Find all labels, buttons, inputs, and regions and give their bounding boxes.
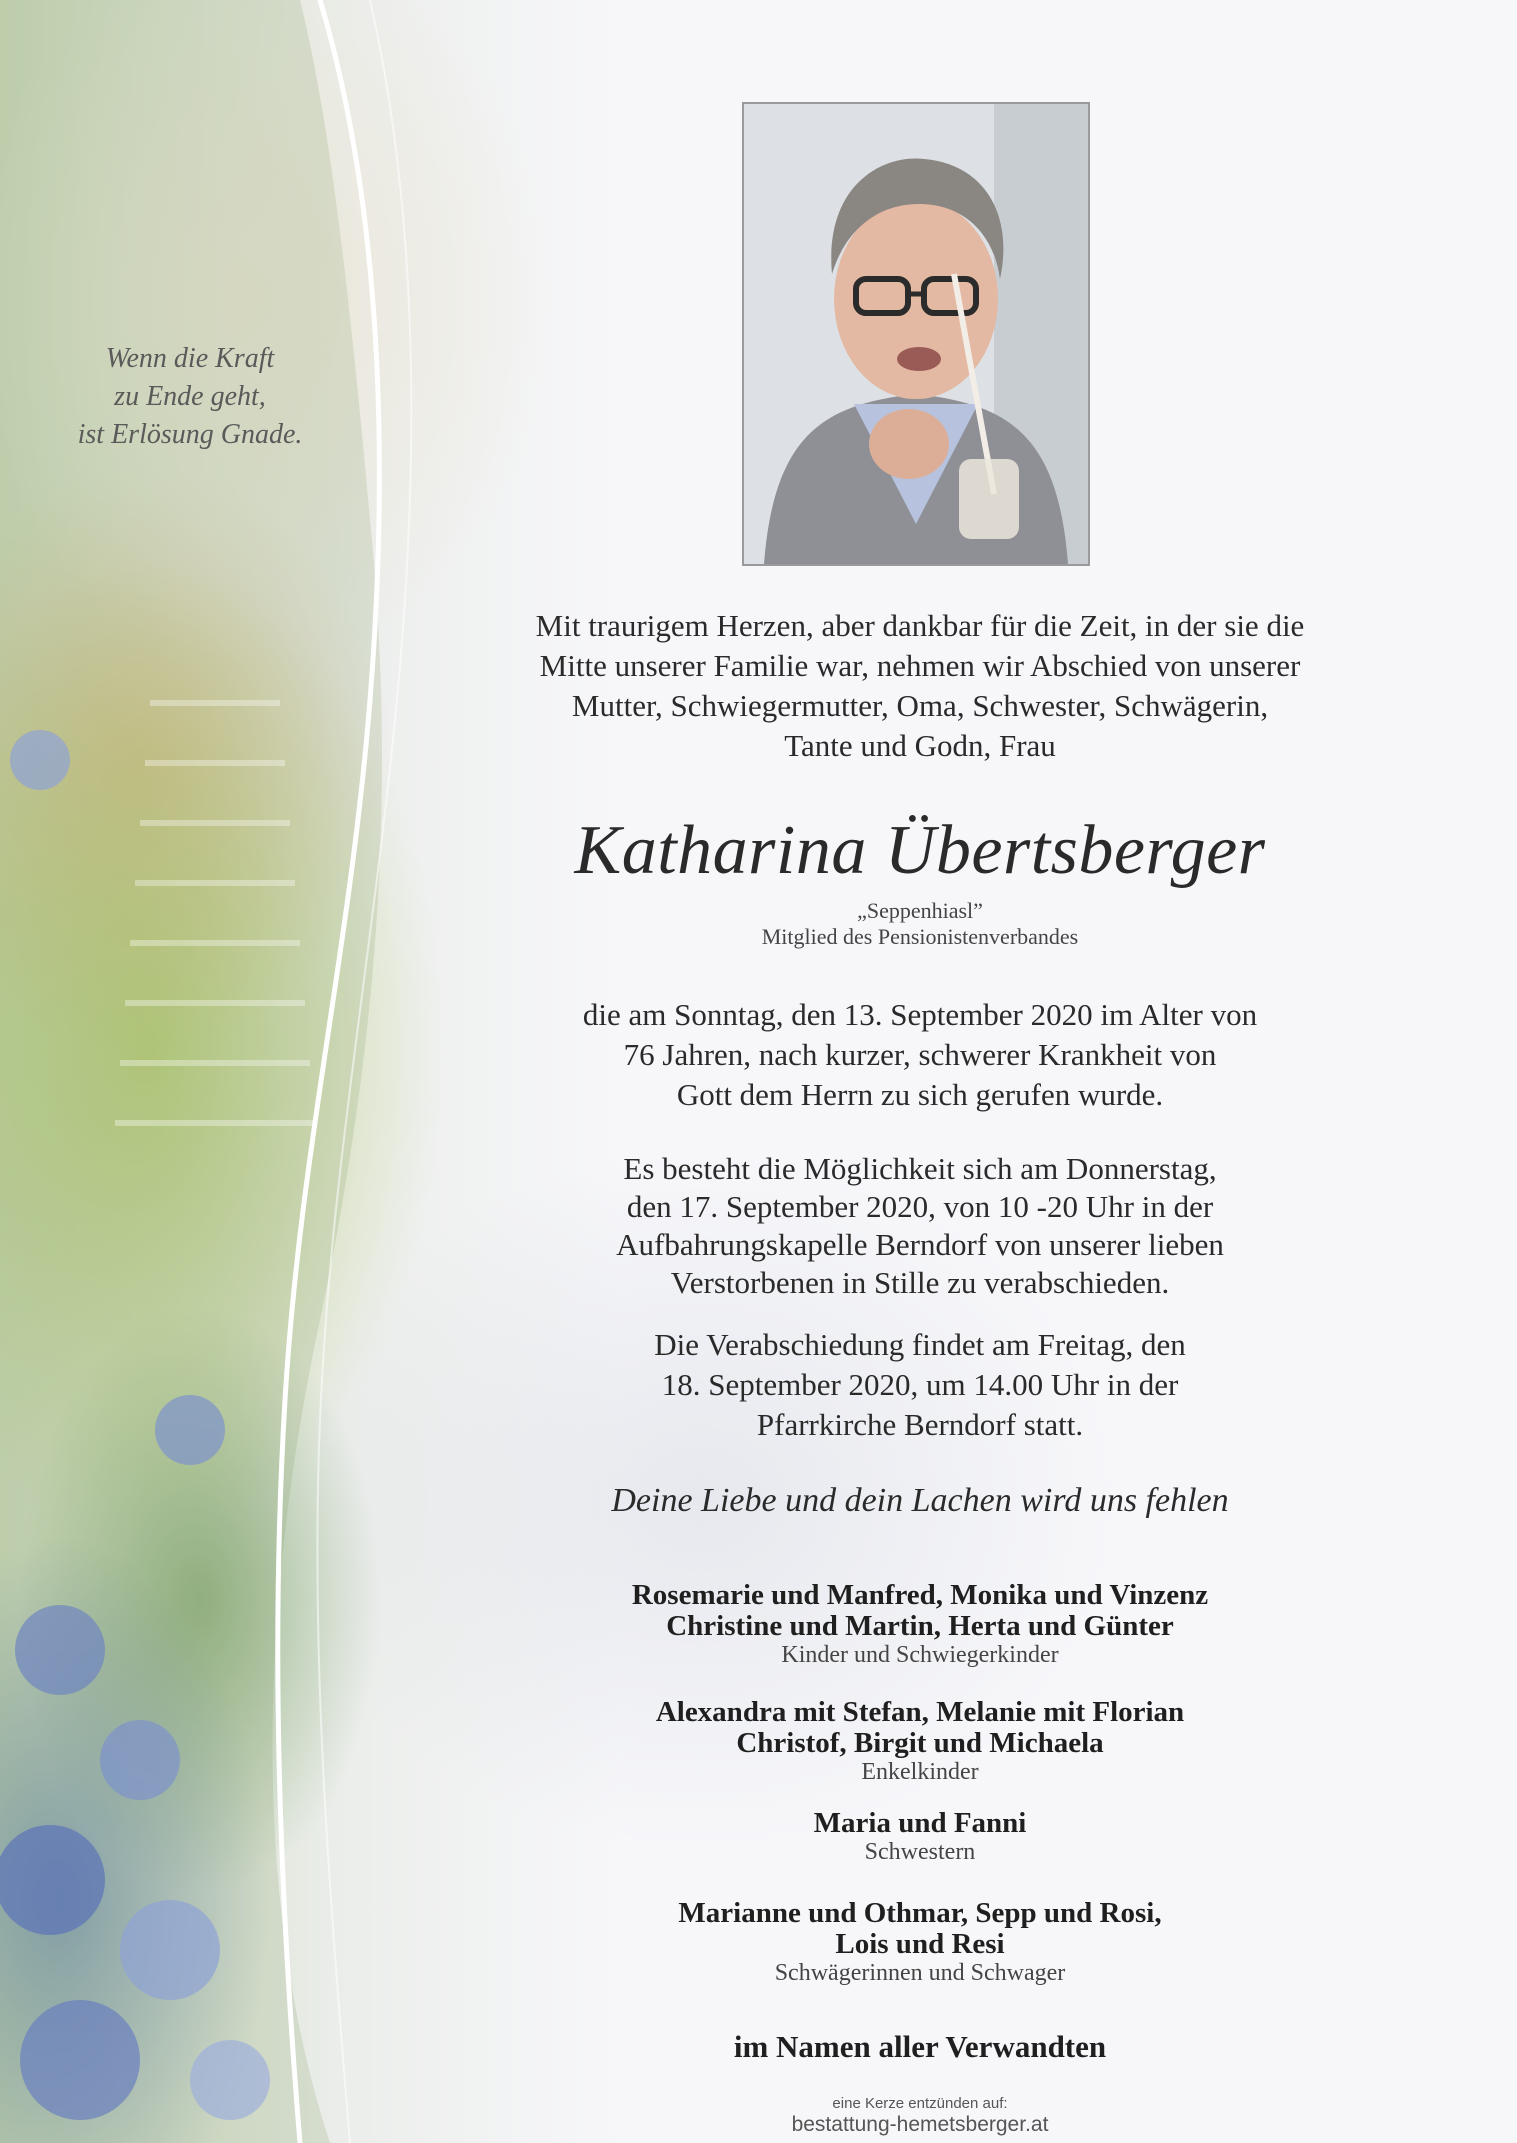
mourner-names: Alexandra mit Stefan, Melanie mit Florian xyxy=(655,1696,1185,1728)
quote-line: ist Erlösung Gnade. xyxy=(77,419,303,450)
mourner-names: Marianne und Othmar, Sepp und Rosi, xyxy=(678,1897,1162,1929)
portrait-illustration xyxy=(744,104,1088,564)
footer xyxy=(770,2095,1070,2137)
mourner-relation: Schwägerinnen und Schwager xyxy=(774,1960,1066,1986)
mourner-names: Rosemarie und Manfred, Monika und Vinzenz xyxy=(631,1579,1209,1611)
mourner-names: Christof, Birgit und Michaela xyxy=(736,1727,1104,1759)
viewing-line: den 17. September 2020, von 10 -20 Uhr in der xyxy=(626,1189,1214,1224)
viewing-line: Es besteht die Möglichkeit sich am Donnerstag, xyxy=(623,1151,1217,1186)
closing-line: im Namen aller Verwandten xyxy=(733,2029,1107,2064)
farewell-line: 18. September 2020, um 14.00 Uhr in der xyxy=(661,1367,1179,1402)
deceased-nickname: „Seppenhiasl” xyxy=(857,898,983,923)
opening-quote xyxy=(60,340,320,454)
mourner-relation: Enkelkinder xyxy=(861,1759,979,1785)
mourner-relation: Kinder und Schwiegerkinder xyxy=(781,1642,1059,1668)
farewell-line: Pfarrkirche Berndorf statt. xyxy=(756,1407,1084,1442)
intro-line: Mitte unserer Familie war, nehmen wir Abschied von unserer xyxy=(539,648,1301,683)
mourner-group-sisters xyxy=(470,1808,1370,1866)
quote-line: zu Ende geht, xyxy=(114,381,266,412)
mourner-group-in-laws xyxy=(470,1898,1370,1987)
death-line: Gott dem Herrn zu sich gerufen wurde. xyxy=(676,1077,1164,1112)
website-link[interactable]: bestattung-hemetsberger.at xyxy=(791,2113,1049,2136)
mourner-names: Maria und Fanni xyxy=(813,1807,1027,1839)
deceased-details xyxy=(470,898,1370,950)
intro-line: Mit traurigem Herzen, aber dankbar für die Zeit, in der sie die xyxy=(535,608,1305,643)
death-line: die am Sonntag, den 13. September 2020 im Alter von xyxy=(582,997,1258,1032)
viewing-line: Verstorbenen in Stille zu verabschieden. xyxy=(670,1265,1170,1300)
viewing-notice xyxy=(470,1150,1370,1302)
farewell-line: Die Verabschiedung findet am Freitag, den xyxy=(654,1327,1186,1362)
intro-line: Tante und Godn, Frau xyxy=(784,728,1056,763)
motto: Deine Liebe und dein Lachen wird uns fehlen xyxy=(611,1482,1229,1519)
viewing-line: Aufbahrungskapelle Berndorf von unserer lieben xyxy=(616,1227,1224,1262)
farewell-notice xyxy=(470,1325,1370,1445)
mourner-group-grandchildren xyxy=(470,1697,1370,1786)
death-notice xyxy=(470,995,1370,1115)
candle-text: eine Kerze entzünden auf: xyxy=(832,2095,1008,2112)
deceased-name: Katharina Übertsberger xyxy=(574,812,1266,889)
mourner-names: Lois und Resi xyxy=(835,1928,1005,1960)
mourner-relation: Schwestern xyxy=(864,1839,976,1865)
deceased-membership: Mitglied des Pensionistenverbandes xyxy=(761,924,1079,949)
mourner-names: Christine und Martin, Herta und Günter xyxy=(666,1610,1174,1642)
intro-line: Mutter, Schwiegermutter, Oma, Schwester, Schwägerin, xyxy=(571,688,1269,723)
death-line: 76 Jahren, nach kurzer, schwerer Krankheit von xyxy=(623,1037,1217,1072)
quote-line: Wenn die Kraft xyxy=(105,343,275,374)
portrait-photo xyxy=(742,102,1090,566)
mourner-group-children xyxy=(470,1580,1370,1669)
intro-paragraph xyxy=(470,606,1370,766)
